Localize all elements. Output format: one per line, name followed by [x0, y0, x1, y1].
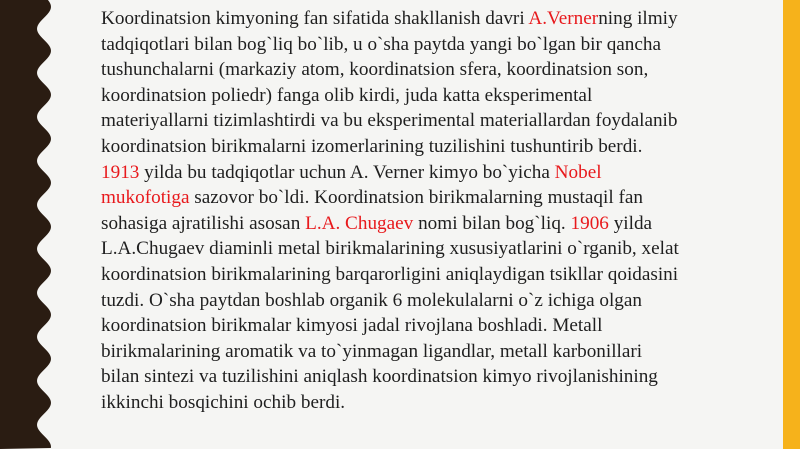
text-run: yilda — [608, 212, 653, 234]
text-run: koordinatsion birikmalarni izomerlarining tuzilishini tushuntirib berdi. — [101, 135, 643, 157]
text-run: nomi bilan bog`liq. — [413, 212, 571, 234]
text-line — [101, 339, 773, 365]
text-line — [101, 134, 773, 160]
highlighted-text: 1906 — [570, 212, 609, 234]
text-line — [101, 83, 773, 109]
highlighted-text: A.Verner — [528, 8, 599, 29]
text-line — [101, 288, 773, 314]
text-run: L.A.Chugaev diaminli metal birikmalarining xususiyatlarini o`rganib, xelat — [101, 238, 679, 260]
text-run: tadqiqotlari bilan bog`liq bo`lib, u o`sha paytda yangi bo`lgan bir qancha — [101, 33, 662, 55]
text-line — [101, 262, 773, 288]
text-line — [101, 6, 773, 32]
text-line — [101, 236, 773, 262]
text-run: yilda bu tadqiqotlar uchun A. Verner kimyo bo`yicha — [139, 161, 555, 183]
text-run: tushunchalarni (markaziy atom, koordinatsion sfera, koordinatsion son, — [101, 59, 649, 81]
text-line — [101, 211, 773, 237]
text-line — [101, 390, 773, 416]
highlighted-text: Nobel — [554, 161, 602, 183]
text-line — [101, 364, 773, 390]
highlighted-text: mukofotiga — [101, 187, 190, 209]
text-run: koordinatsion birikmalarining barqarorligini aniqlaydigan tsikllar qoidasini — [101, 263, 679, 285]
text-line — [101, 57, 773, 83]
slide-body-text — [101, 6, 773, 416]
accent-side-bar — [783, 0, 800, 449]
text-run: tuzdi. O`sha paytdan boshlab organik 6 molekulalarni o`z ichiga olgan — [101, 289, 643, 311]
highlighted-text: 1913 — [101, 161, 140, 183]
text-run: birikmalarining aromatik va to`yinmagan ligandlar, metall karbonillari — [101, 340, 643, 362]
text-run: koordinatsion poliedr) fanga olib kirdi, juda katta eksperimental — [101, 84, 593, 106]
text-line — [101, 185, 773, 211]
text-line — [101, 108, 773, 134]
highlighted-text: L.A. Chugaev — [305, 212, 414, 234]
text-run: ning ilmiy — [598, 8, 678, 29]
text-line — [101, 32, 773, 58]
text-run: Koordinatsion kimyoning fan sifatida shakllanish davri — [101, 8, 529, 29]
decorative-wave-band — [0, 0, 80, 449]
text-line — [101, 313, 773, 339]
text-run: koordinatsion birikmalar kimyosi jadal rivojlana boshladi. Metall — [101, 315, 603, 337]
text-run: sohasiga ajratilishi asosan — [101, 212, 306, 234]
text-run: materiyallarni tizimlashtirdi va bu eksperimental materiallardan foydalanib — [101, 110, 678, 132]
text-run: ikkinchi bosqichini ochib berdi. — [101, 391, 346, 413]
text-run: sazovor bo`ldi. Koordinatsion birikmalarning mustaqil fan — [189, 187, 643, 209]
text-line — [101, 160, 773, 186]
text-run: bilan sintezi va tuzilishini aniqlash koordinatsion kimyo rivojlanishining — [101, 366, 658, 388]
